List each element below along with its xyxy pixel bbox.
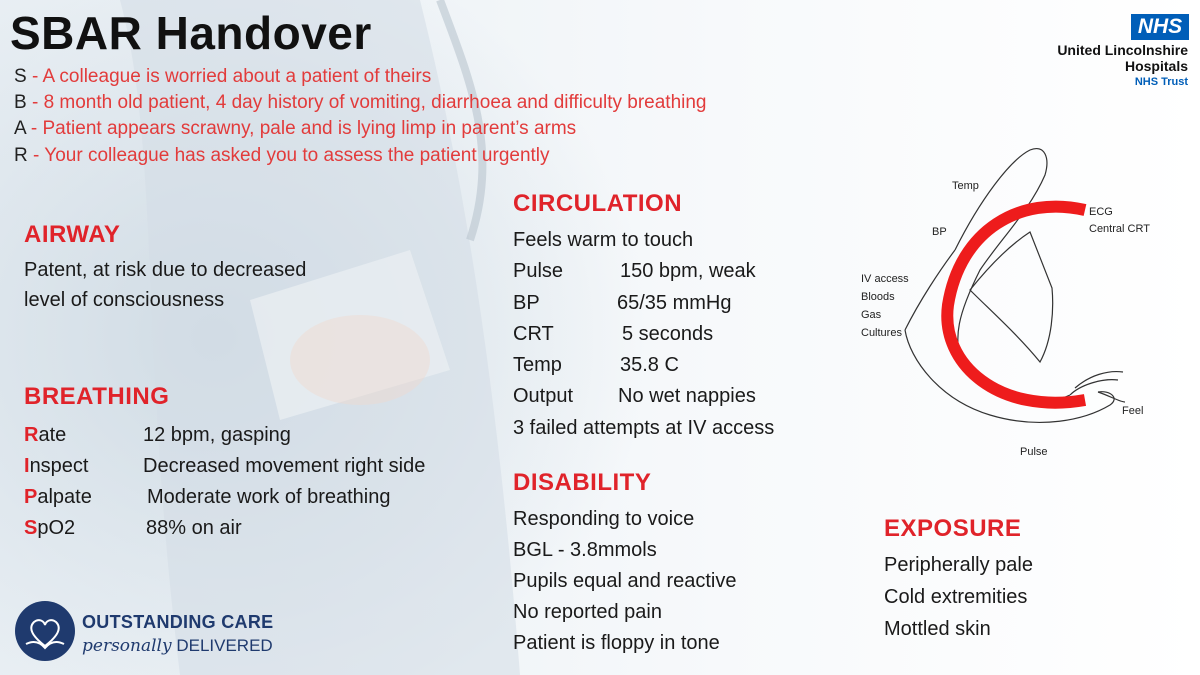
diagram-label-feel: Feel bbox=[1122, 405, 1144, 417]
exposure-item: Cold extremities bbox=[884, 586, 1028, 608]
circulation-pulse-label: Pulse bbox=[513, 260, 564, 282]
circulation-bp-value: 65/35 mmHg bbox=[617, 292, 732, 314]
diagram-label-ecg: ECG bbox=[1089, 206, 1113, 218]
airway-heading: AIRWAY bbox=[24, 221, 121, 248]
diagram-label-pulse: Pulse bbox=[1020, 446, 1048, 458]
nhs-trust: NHS Trust bbox=[1134, 76, 1188, 88]
disability-heading: DISABILITY bbox=[513, 469, 652, 496]
exposure-heading: EXPOSURE bbox=[884, 515, 1022, 542]
circulation-bp-label: BP bbox=[513, 292, 540, 314]
breathing-spo2-value: 88% on air bbox=[146, 517, 242, 539]
diagram-label-gas: Gas bbox=[861, 309, 882, 321]
diagram-label-temp: Temp bbox=[952, 180, 979, 192]
breathing-heading: BREATHING bbox=[24, 383, 170, 410]
breathing-palpate-value: Moderate work of breathing bbox=[147, 486, 391, 508]
page-title: SBAR Handover bbox=[10, 7, 372, 59]
disability-item: Responding to voice bbox=[513, 508, 695, 530]
disability-item: Pupils equal and reactive bbox=[513, 570, 737, 592]
breathing-palpate-label: Palpate bbox=[24, 486, 92, 508]
breathing-inspect-label: Inspect bbox=[24, 455, 89, 477]
circulation-temp-value: 35.8 C bbox=[620, 354, 679, 376]
nhs-logo: NHS bbox=[1131, 14, 1189, 40]
sbar-assessment: A - Patient appears scrawny, pale and is lying limp in parent’s arms bbox=[14, 118, 577, 139]
nhs-org-line2: Hospitals bbox=[1124, 58, 1188, 74]
diagram-label-cultures: Cultures bbox=[861, 327, 902, 339]
circulation-crt-label: CRT bbox=[513, 323, 554, 345]
disability-item: BGL - 3.8mmols bbox=[513, 539, 657, 561]
airway-line2: level of consciousness bbox=[24, 289, 225, 311]
breathing-rate-label: Rate bbox=[24, 424, 67, 446]
diagram-label-bloods: Bloods bbox=[861, 291, 895, 303]
sbar-recommendation: R - Your colleague has asked you to assess the patient urgently bbox=[14, 145, 550, 166]
circulation-pulse-value: 150 bpm, weak bbox=[620, 260, 756, 282]
airway-line1: Patent, at risk due to decreased bbox=[24, 259, 307, 281]
nhs-org-line1: United Lincolnshire bbox=[1057, 42, 1188, 58]
diagram-label-bp: BP bbox=[932, 226, 947, 238]
circulation-intro: Feels warm to touch bbox=[513, 229, 694, 251]
exposure-item: Peripherally pale bbox=[884, 554, 1033, 576]
assessment-arc bbox=[947, 207, 1085, 403]
breathing-rate-value: 12 bpm, gasping bbox=[143, 424, 291, 446]
exposure-item: Mottled skin bbox=[884, 618, 991, 640]
circulation-footer: 3 failed attempts at IV access bbox=[513, 417, 775, 439]
diagram-label-iv-access: IV access bbox=[861, 273, 909, 285]
branding-line1: OUTSTANDING CARE bbox=[82, 612, 274, 632]
outstanding-care-logo bbox=[14, 600, 76, 662]
breathing-inspect-value: Decreased movement right side bbox=[143, 455, 426, 477]
infant-assessment-diagram bbox=[840, 140, 1180, 470]
branding-line2: personally DELIVERED bbox=[82, 636, 273, 656]
circulation-heading: CIRCULATION bbox=[513, 190, 683, 217]
breathing-spo2-label: SpO2 bbox=[24, 517, 76, 539]
sbar-situation: S - A colleague is worried about a patient of theirs bbox=[14, 66, 432, 87]
infant-outline bbox=[905, 149, 1125, 423]
disability-item: Patient is floppy in tone bbox=[513, 632, 720, 654]
diagram-label-central-crt: Central CRT bbox=[1089, 223, 1150, 235]
disability-item: No reported pain bbox=[513, 601, 662, 623]
circulation-output-value: No wet nappies bbox=[618, 385, 756, 407]
sbar-background: B - 8 month old patient, 4 day history of vomiting, diarrhoea and difficulty breathing bbox=[14, 92, 707, 113]
circulation-temp-label: Temp bbox=[513, 354, 562, 376]
circulation-output-label: Output bbox=[513, 385, 574, 407]
circulation-crt-value: 5 seconds bbox=[622, 323, 714, 345]
